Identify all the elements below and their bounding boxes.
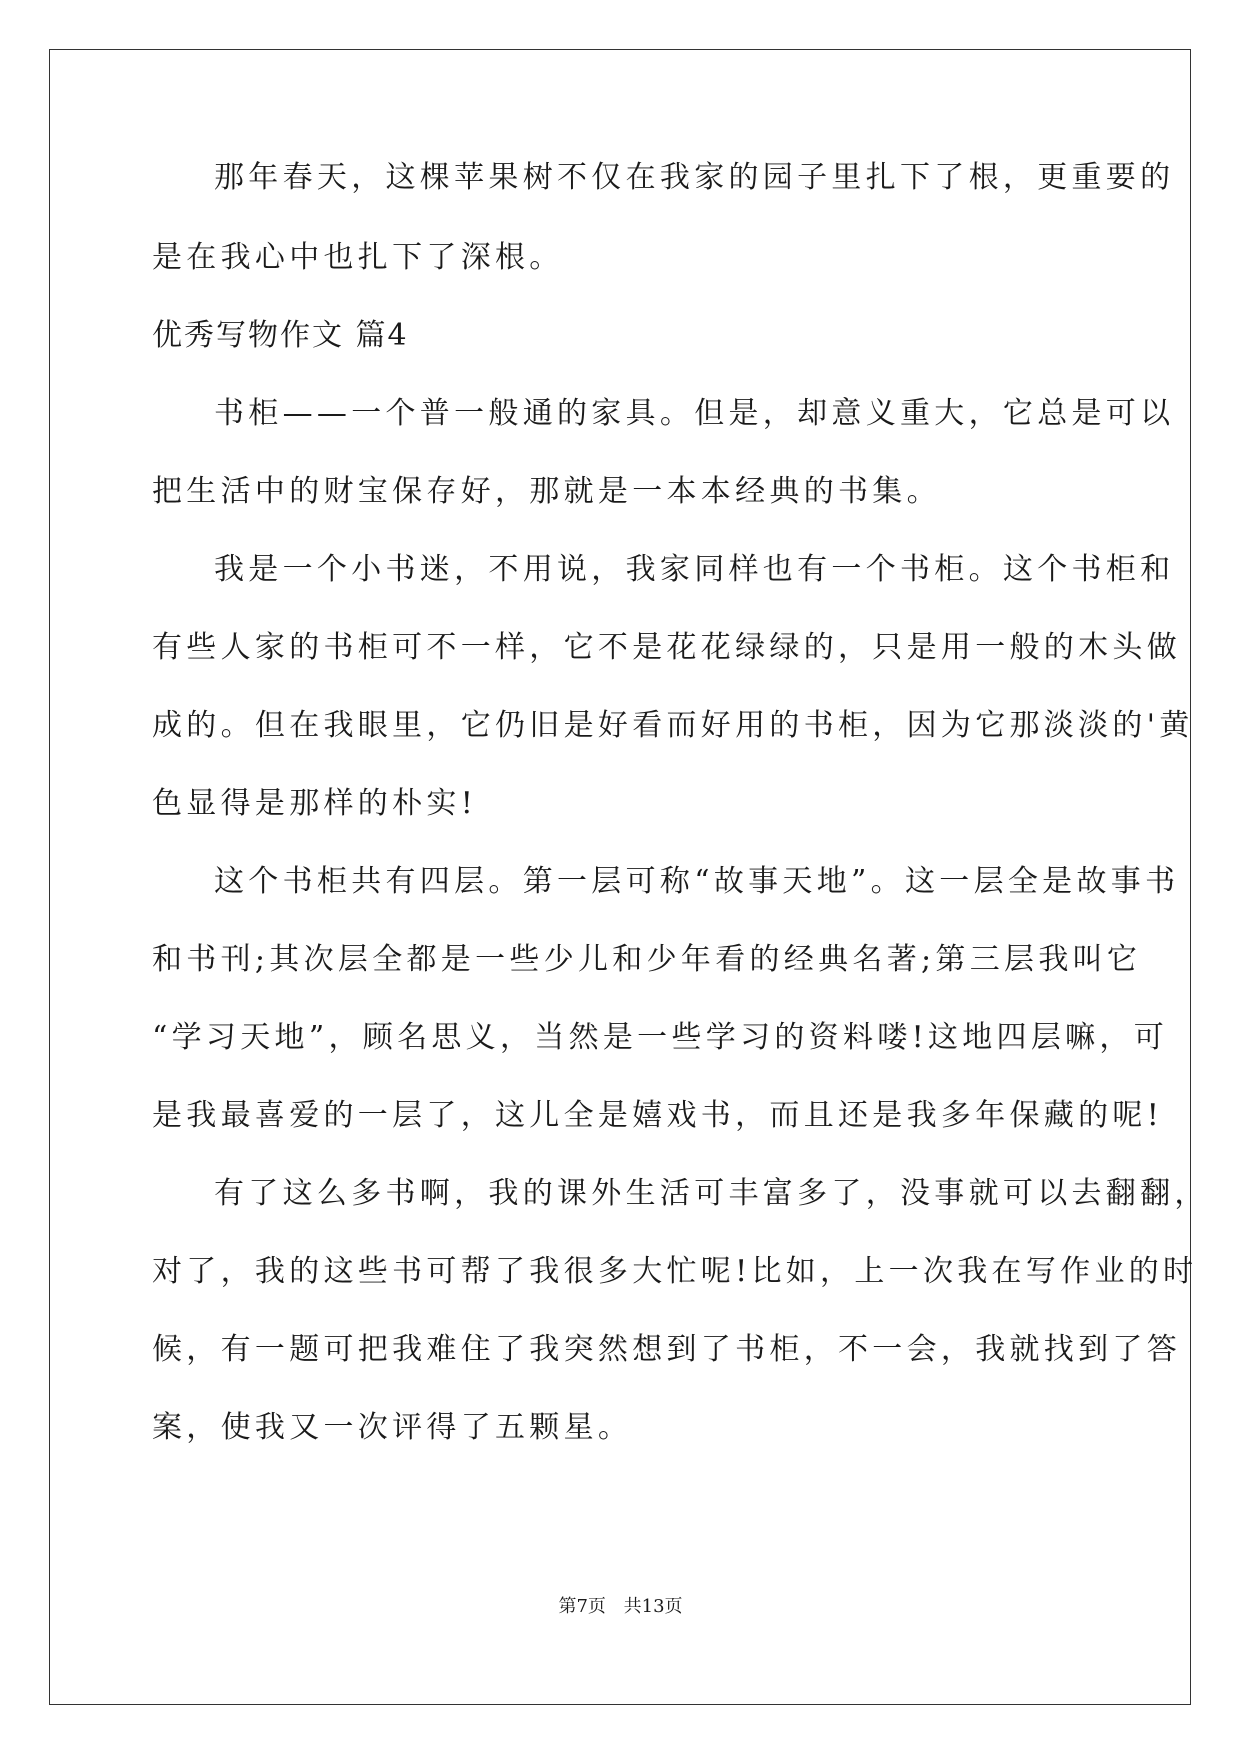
section-heading: 优秀写物作文 篇4 [152, 318, 409, 353]
paragraph-line: 有些人家的书柜可不一样，它不是花花绿绿的，只是用一般的木头做 [152, 630, 1181, 665]
paragraph-line: 书柜——一个普一般通的家具。但是，却意义重大，它总是可以 [214, 396, 1175, 431]
paragraph-line: “学习天地”，顾名思义，当然是一些学习的资料喽!这地四层嘛，可 [152, 1020, 1169, 1055]
paragraph-line: 和书刊;其次层全都是一些少儿和少年看的经典名著;第三层我叫它 [152, 942, 1142, 977]
paragraph-line: 成的。但在我眼里，它仍旧是好看而好用的书柜，因为它那淡淡的'黄 [152, 708, 1194, 743]
paragraph-line: 色显得是那样的朴实! [152, 786, 478, 821]
paragraph-line: 这个书柜共有四层。第一层可称“故事天地”。这一层全是故事书 [214, 864, 1180, 899]
paragraph-line: 候，有一题可把我难住了我突然想到了书柜，不一会，我就找到了答 [152, 1332, 1181, 1367]
page-number-total: 共13页 [623, 1596, 683, 1617]
paragraph-line: 有了这么多书啊，我的课外生活可丰富多了，没事就可以去翻翻， [214, 1176, 1209, 1211]
paragraph-line: 我是一个小书迷，不用说，我家同样也有一个书柜。这个书柜和 [214, 552, 1175, 587]
paragraph-line: 对了，我的这些书可帮了我很多大忙呢!比如，上一次我在写作业的时 [152, 1254, 1198, 1289]
page-number-current: 第7页 [558, 1596, 606, 1617]
paragraph-line: 案，使我又一次评得了五颗星。 [152, 1410, 633, 1445]
page-footer [0, 1595, 1241, 1619]
paragraph-line: 那年春天，这棵苹果树不仅在我家的园子里扎下了根，更重要的 [214, 160, 1175, 195]
paragraph-line: 把生活中的财宝保存好，那就是一本本经典的书集。 [152, 474, 941, 509]
paragraph-line: 是在我心中也扎下了深根。 [152, 240, 564, 275]
paragraph-line: 是我最喜爱的一层了，这儿全是嬉戏书，而且还是我多年保藏的呢! [152, 1098, 1164, 1133]
